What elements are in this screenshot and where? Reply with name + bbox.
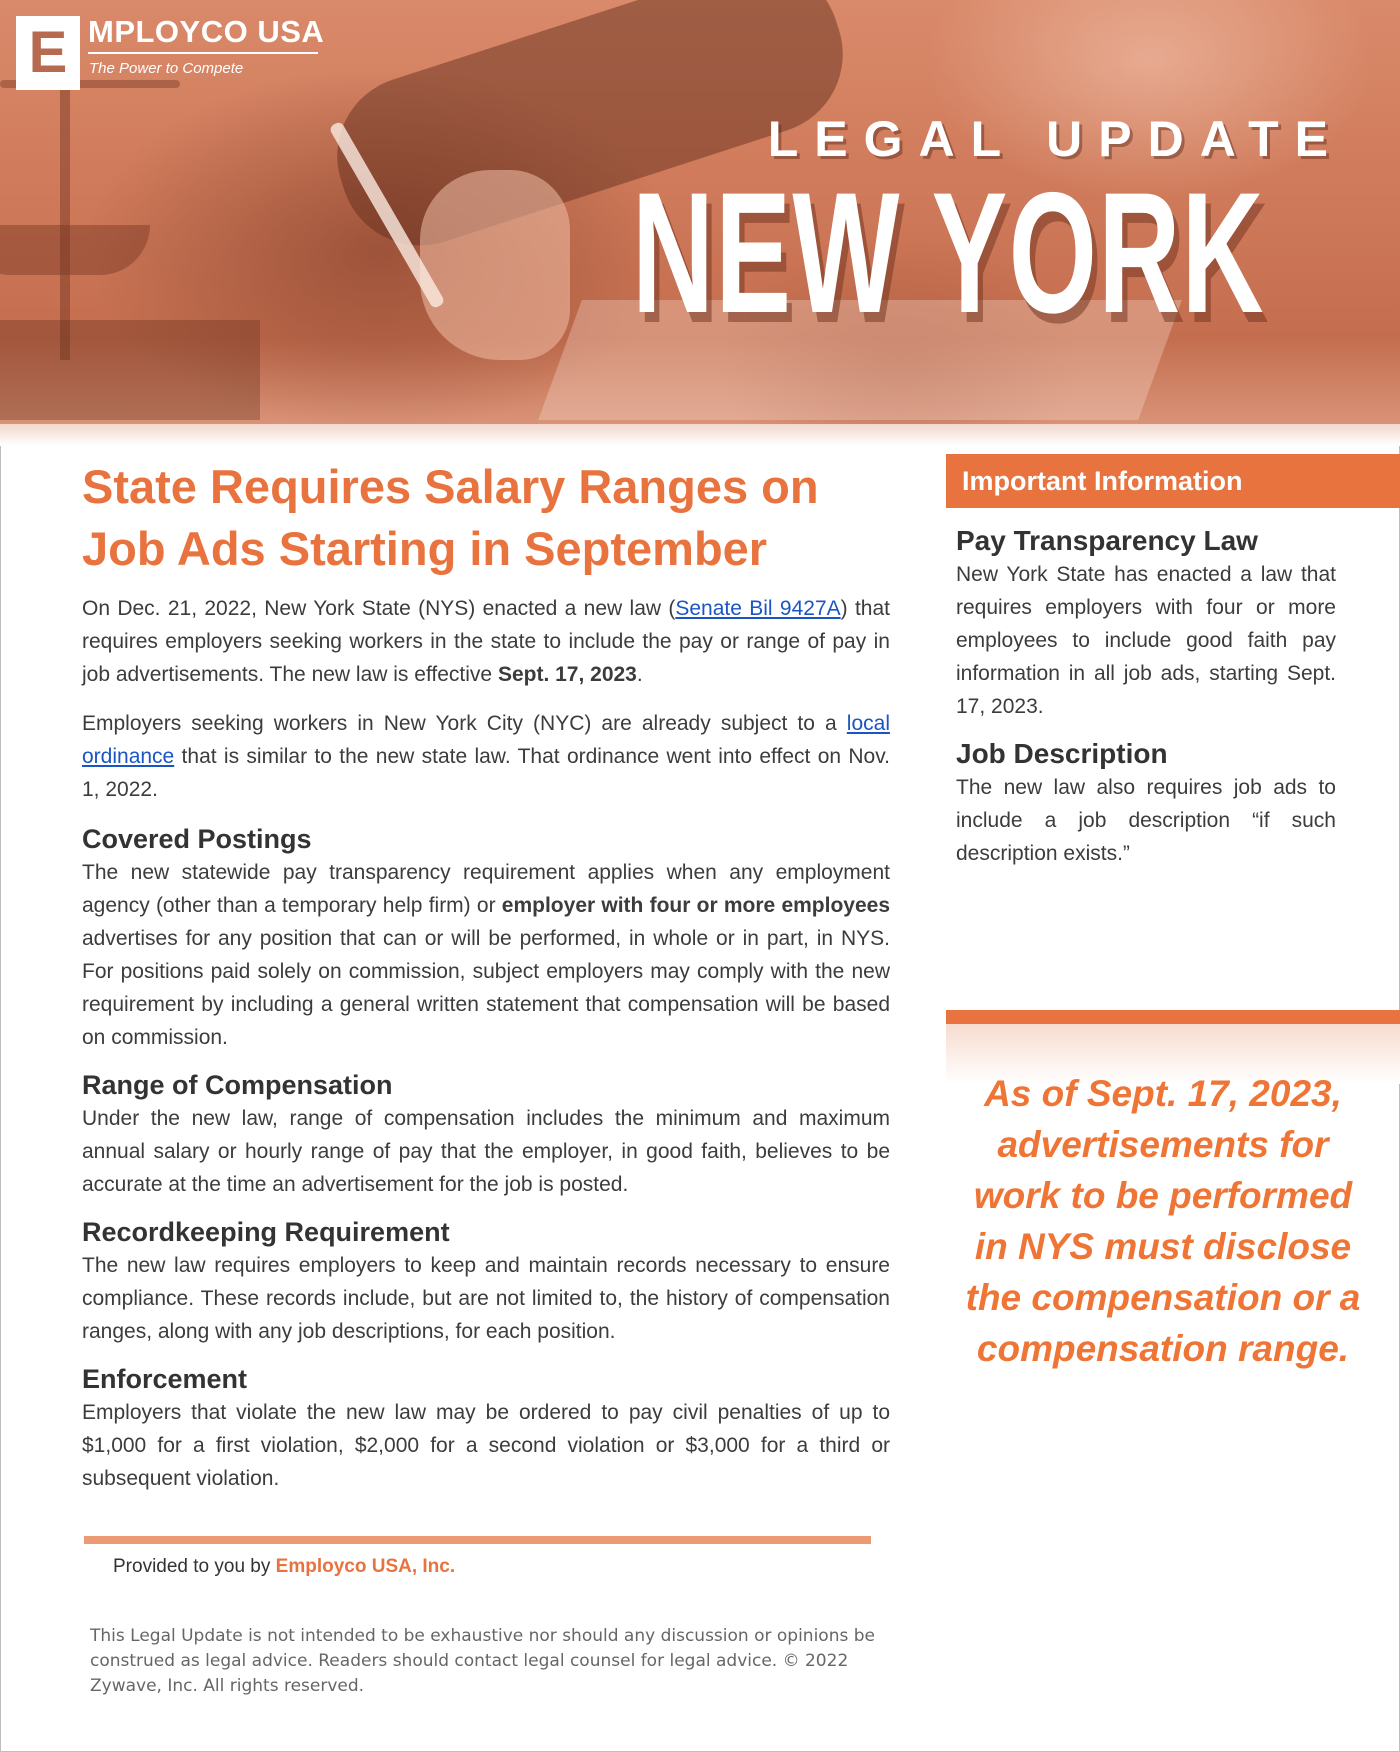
covered-text-post: advertises for any position that can or will be performed, in whole or in part, in NYS. For positions paid solely on commission, subject employers may comply with the new requirement by including a general written statement that compensation will be based on commission. xyxy=(82,927,890,1049)
covered-postings-heading: Covered Postings xyxy=(82,824,312,854)
banner-photo-hand xyxy=(420,170,570,360)
footer-divider xyxy=(84,1536,871,1544)
state-title: NEW YORK xyxy=(632,157,1265,349)
intro1-text-post: . xyxy=(636,663,643,686)
banner-photo-scale xyxy=(60,60,70,360)
important-info-header: Important Information xyxy=(946,454,1400,508)
local-ordinance-link[interactable]: local ordinance xyxy=(82,712,890,768)
section-range-of-compensation xyxy=(82,1068,890,1201)
intro-paragraph-2 xyxy=(82,707,890,806)
banner-photo-book xyxy=(0,320,260,420)
provided-by xyxy=(113,1556,455,1578)
range-heading: Range of Compensation xyxy=(82,1070,393,1100)
article-body xyxy=(82,592,890,1505)
section-covered-postings xyxy=(82,822,890,1054)
pay-transparency-heading: Pay Transparency Law xyxy=(956,525,1258,556)
intro-paragraph-1 xyxy=(82,592,890,691)
brand-divider xyxy=(88,52,318,54)
enforcement-body: Employers that violate the new law may be ordered to pay civil penalties of up to $1,000 for a first violation, $2,000 for a second violation or $3,000 for a third or subsequent violation. xyxy=(82,1401,890,1490)
intro1-text-pre: On Dec. 21, 2022, New York State (NYS) enacted a new law ( xyxy=(82,597,676,620)
intro1-text-mid: ) that requires employers seeking workers in the state to include the pay or range of pay in job advertisements. The new law is effective xyxy=(82,597,890,686)
provided-by-prefix: Provided to you by xyxy=(113,1556,276,1577)
legal-update-kicker: LEGAL UPDATE xyxy=(767,111,1344,167)
legal-disclaimer: This Legal Update is not intended to be exhaustive nor should any discussion or opinions be construed as legal advice. Readers should contact legal counsel for legal advice. © 2022 Zywave, Inc. All rights reserved. xyxy=(90,1626,875,1696)
enforcement-heading: Enforcement xyxy=(82,1364,248,1394)
job-description-heading: Job Description xyxy=(956,738,1168,769)
banner-fade xyxy=(0,424,1400,446)
covered-text-pre: The new statewide pay transparency requirement applies when any employment agency (other than a temporary help firm) or xyxy=(82,861,890,917)
intro2-text-post: that is similar to the new state law. That ordinance went into effect on Nov. 1, 2022. xyxy=(82,745,890,801)
key-date-callout: As of Sept. 17, 2023, advertisements for work to be performed in NYS must disclose the compensation or a compensation range. xyxy=(965,1073,1361,1369)
section-recordkeeping xyxy=(82,1215,890,1348)
covered-postings-body xyxy=(82,856,890,1054)
pay-transparency-body: New York State has enacted a law that requires employers with four or more employees to include good faith pay information in all job ads, starting Sept. 17, 2023. xyxy=(956,563,1336,718)
header-banner xyxy=(0,0,1400,424)
recordkeeping-body: The new law requires employers to keep and maintain records necessary to ensure compliance. These records include, but are not limited to, the history of compensation ranges, along with any job descriptions, for each position. xyxy=(82,1254,890,1343)
employco-logo xyxy=(16,16,80,90)
covered-employer-bold: employer with four or more employees xyxy=(501,894,890,917)
sidebar-divider xyxy=(946,1010,1400,1024)
article-headline: State Requires Salary Ranges on Job Ads Starting in September xyxy=(82,460,819,575)
senate-bill-link[interactable]: Senate Bil 9427A xyxy=(675,597,841,620)
brand-tagline: The Power to Compete xyxy=(89,60,244,77)
brand-name: MPLOYCO USA xyxy=(88,14,325,49)
intro2-text-pre: Employers seeking workers in New York City (NYC) are already subject to a xyxy=(82,712,847,735)
recordkeeping-heading: Recordkeeping Requirement xyxy=(82,1217,450,1247)
job-description-body: The new law also requires job ads to include a job description “if such description exists.” xyxy=(956,776,1336,865)
sidebar-content xyxy=(956,524,1336,884)
range-body: Under the new law, range of compensation includes the minimum and maximum annual salary or hourly range of pay that the employer, in good faith, believes to be accurate at the time an advertisement for the job is posted. xyxy=(82,1107,890,1196)
logo-letter: E xyxy=(28,20,68,85)
effective-date: Sept. 17, 2023 xyxy=(497,663,637,686)
banner-photo-scale-pan xyxy=(0,225,150,275)
provided-by-org: Employco USA, Inc. xyxy=(275,1556,456,1577)
section-enforcement xyxy=(82,1362,890,1495)
